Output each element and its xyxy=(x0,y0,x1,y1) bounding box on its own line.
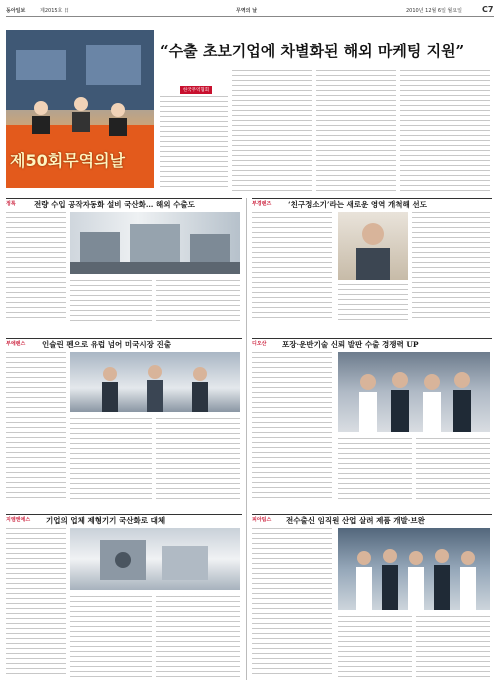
banner-text: 제50회무역의날 xyxy=(10,151,126,170)
machinery-illustration xyxy=(70,212,240,274)
body-text-column xyxy=(156,596,240,678)
body-text-column xyxy=(6,528,66,678)
equipment-illustration xyxy=(70,528,240,590)
section-header xyxy=(252,338,492,349)
masthead xyxy=(6,4,494,17)
body-text-column xyxy=(338,438,412,502)
group-illustration xyxy=(70,352,240,412)
section-title: 기업의 업체 제형기기 국산화로 대체 xyxy=(46,516,166,525)
staff-photo xyxy=(338,352,490,432)
publish-date: 2010년 12월 6일 월요일 xyxy=(406,8,463,14)
section-tag: 정록 xyxy=(6,201,16,207)
main-photo xyxy=(6,30,154,188)
workers-illustration xyxy=(338,352,490,432)
section-tag: 피아팀스 xyxy=(252,517,272,523)
section-tag: 부경렌즈 xyxy=(252,201,272,207)
body-text-column xyxy=(416,438,490,502)
body-text-column xyxy=(252,352,332,502)
section-tag: 부에렌스 xyxy=(6,341,26,347)
section-title: 인슐린 펜으로 유럽 넘어 미국시장 진출 xyxy=(42,340,171,349)
page-number: C7 xyxy=(482,5,494,14)
body-text-column xyxy=(416,616,490,678)
office-photo xyxy=(70,352,240,412)
body-text-column xyxy=(156,418,240,502)
body-text-column xyxy=(70,418,152,502)
column-divider xyxy=(246,198,247,680)
photo-tag: 한국무역협회 xyxy=(180,86,212,94)
section-header xyxy=(6,198,242,209)
product-photo xyxy=(70,528,240,590)
body-text-column xyxy=(316,70,396,191)
section-title: 전량 수입 공작자동화 설비 국산화… 해외 수출도 xyxy=(34,200,195,209)
section-title: 포장·운반기술 신뢰 발판 수출 경쟁력 UP xyxy=(282,340,419,349)
body-text-column xyxy=(6,212,66,322)
person-illustration xyxy=(338,212,408,280)
issue-date: 제2015호 日 xyxy=(40,8,69,14)
section-header xyxy=(252,198,492,209)
section-title: ‘친구정소기’라는 새로운 영역 개척해 선도 xyxy=(288,200,427,209)
section-name: 무역의 날 xyxy=(236,8,258,14)
body-text-column xyxy=(252,212,332,322)
body-text-column xyxy=(160,96,228,191)
paper-name: 동아일보 xyxy=(6,8,26,14)
section-tag: 디오산 xyxy=(252,341,267,347)
body-text-column xyxy=(338,284,408,322)
body-text-column xyxy=(70,596,152,678)
main-headline: “수출 초보기업에 차별화된 해외 마케팅 지원” xyxy=(160,42,465,60)
factory-photo xyxy=(70,212,240,274)
section-title: 전수출신 임직원 산업 살려 제품 개발·브완 xyxy=(286,516,425,525)
section-header xyxy=(6,514,242,525)
body-text-column xyxy=(232,70,312,191)
section-header xyxy=(252,514,492,525)
portrait-photo xyxy=(338,212,408,280)
section-tag: 지엠엔에스 xyxy=(6,517,31,523)
body-text-column xyxy=(252,528,332,678)
team-illustration xyxy=(338,528,490,610)
body-text-column xyxy=(156,280,240,322)
body-text-column xyxy=(6,352,66,502)
section-header xyxy=(6,338,242,349)
body-text-column xyxy=(338,616,412,678)
team-photo xyxy=(338,528,490,610)
body-text-column xyxy=(400,70,490,191)
body-text-column xyxy=(70,280,152,322)
body-text-column xyxy=(412,212,490,322)
